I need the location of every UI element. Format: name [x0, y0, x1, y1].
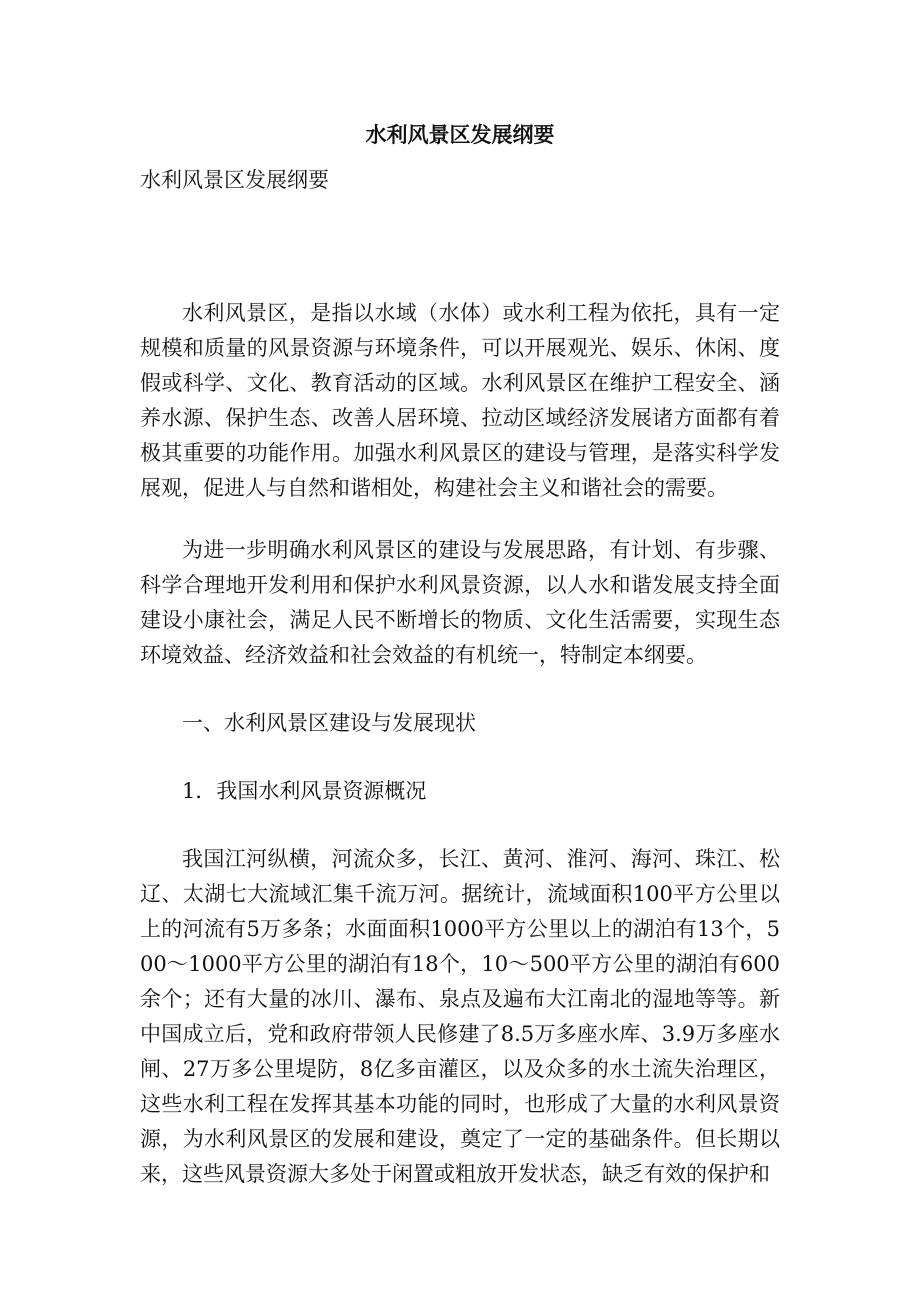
body-paragraph-resources: 我国江河纵横，河流众多，长江、黄河、淮河、海河、珠江、松辽、太湖七大流域汇集千流万河。据统计，流域面积100平方公里以上的河流有5万多条；水面面积1000平方公里以上的湖泊有13个，500～1000平方公里的湖泊有18个，10～500平方公里的湖泊有600余个；还有大量的冰川、瀑布、泉点及遍布大江南北的湿地等等。新中国成立后，党和政府带领人民修建了8.5万多座水库、3.9万多座水闸、27万多公里堤防，8亿多亩灌区，以及众多的水土流失治理区，这些水利工程在发挥其基本功能的同时，也形成了大量的水利风景资源，为水利风景区的发展和建设，奠定了一定的基础条件。但长期以来，这些风景资源大多处于闲置或粗放开发状态，缺乏有效的保护和 — [140, 847, 780, 1186]
intro-paragraph-purpose: 为进一步明确水利风景区的建设与发展思路，有计划、有步骤、科学合理地开发利用和保护水利风景资源，以人水和谐发展支持全面建设小康社会，满足人民不断增长的物质、文化生活需要，实现生态环境效益、经济效益和社会效益的有机统一，特制定本纲要。 — [140, 538, 780, 667]
section-heading: 一、水利风景区建设与发展现状 — [182, 711, 476, 735]
document-title: 水利风景区发展纲要 — [365, 123, 555, 147]
subsection-heading: 1．我国水利风景资源概况 — [182, 779, 427, 803]
document-subtitle: 水利风景区发展纲要 — [140, 168, 329, 192]
intro-paragraph-definition: 水利风景区，是指以水域（水体）或水利工程为依托，具有一定规模和质量的风景资源与环境条件，可以开展观光、娱乐、休闲、度假或科学、文化、教育活动的区域。水利风景区在维护工程安全、涵养水源、保护生态、改善人居环境、拉动区域经济发展诸方面都有着极其重要的功能作用。加强水利风景区的建设与管理，是落实科学发展观，促进人与自然和谐相处，构建社会主义和谐社会的需要。 — [140, 301, 780, 500]
